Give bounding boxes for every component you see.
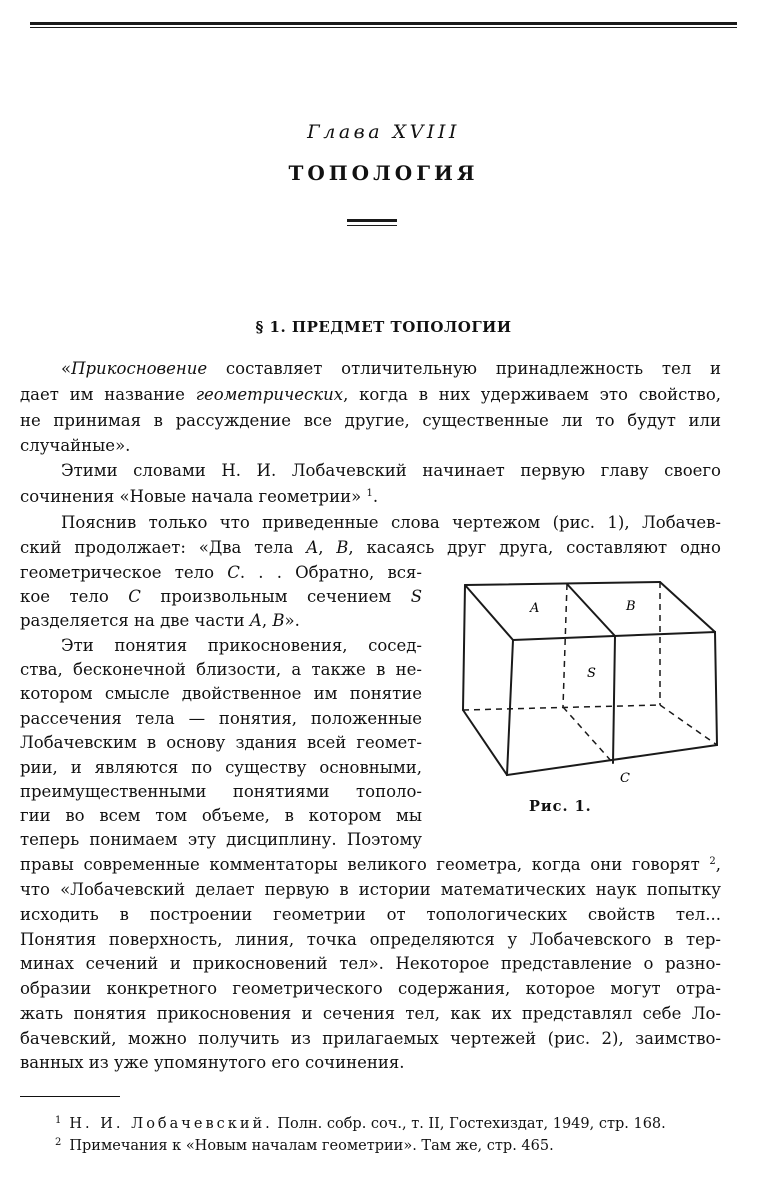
- box-top-right-edge: [660, 582, 715, 632]
- figure-label-b: B: [626, 599, 636, 614]
- body-line: «Прикосновение составляет отличительную принадлежность тел и: [61, 359, 721, 378]
- body-line: бачевский, можно получить из прилагаемых чертежей (рис. 2), заимство-: [20, 1029, 721, 1048]
- section-title: § 1. ПРЕДМЕТ ТОПОЛОГИИ: [255, 318, 512, 336]
- decorative-rule-thin: [347, 225, 397, 226]
- figure-label-a: A: [530, 601, 540, 616]
- footnote-1: $^1$ Н. И. Лобачевский. Полн. собр. соч., т. II, Гостехиздат, 1949, стр. 168.: [55, 1115, 666, 1132]
- body-line: геометрическое тело C. . . Обратно, вся-: [20, 563, 422, 582]
- term-emphasis: Прикосновение: [71, 359, 208, 378]
- body-line: исходить в построении геометрии от топологических свойств тел...: [20, 905, 721, 924]
- body-line: Лобачевским в основу здания всей геомет-: [20, 733, 422, 752]
- body-line: ванных из уже упомянутого его сочинения.: [20, 1053, 405, 1072]
- figure-1-box-diagram: [455, 570, 725, 790]
- decorative-rule: [347, 219, 397, 222]
- hidden-edge-back-vertical: [563, 584, 567, 707]
- body-line: образии конкретного геометрического содержания, которое могут отра-: [20, 979, 721, 998]
- figure-caption: Рис. 1.: [529, 798, 592, 815]
- box-bottom-left-edge: [463, 710, 507, 775]
- hidden-edge-diagonal: [660, 705, 717, 745]
- box-top-edge: [465, 585, 513, 640]
- top-rule-thin: [30, 27, 737, 28]
- term-emphasis: геометрических: [195, 385, 344, 404]
- body-line: не принимая в рассуждение все другие, существенные ли то будут или: [20, 411, 721, 430]
- body-line: Понятия поверхность, линия, точка определяются у Лобачевского в тер-: [20, 930, 721, 949]
- body-line: правы современные комментаторы великого геометра, когда они говорят $^2$,: [20, 855, 721, 874]
- body-line: случайные».: [20, 436, 131, 455]
- section-front-edge: [613, 636, 615, 763]
- section-top-edge: [567, 584, 615, 636]
- figure-label-s: S: [587, 666, 596, 681]
- body-line: гии во всем том объеме, в котором мы: [20, 806, 422, 825]
- hidden-edge-section-bottom: [563, 707, 613, 763]
- box-front-face: [507, 632, 717, 775]
- body-line: ский продолжает: «Два тела A, B, касаясь друг друга, составляют одно: [20, 538, 721, 557]
- body-line: котором смысле двойственное им понятие: [20, 684, 422, 703]
- body-line: разделяется на две части A, B».: [20, 611, 300, 630]
- box-left-edge: [463, 585, 465, 710]
- hidden-edge-back-bottom: [463, 705, 660, 710]
- chapter-label: Глава XVIII: [307, 121, 460, 143]
- chapter-title: ТОПОЛОГИЯ: [288, 161, 479, 185]
- body-line: ства, бесконечной близости, а также в не-: [20, 660, 422, 679]
- body-line: сочинения «Новые начала геометрии» $^1$.: [20, 487, 379, 506]
- body-line: что «Лобачевский делает первую в истории математических наук попытку: [20, 880, 721, 899]
- footnote-ref[interactable]: 2: [709, 856, 716, 867]
- footnote-rule: [20, 1096, 120, 1097]
- body-line: жать понятия прикосновения и сечения тел, как их представлял себе Ло-: [20, 1004, 721, 1023]
- body-line: дает им название геометрических, когда в них удерживаем это свойство,: [20, 385, 721, 404]
- body-line: рии, и являются по существу основными,: [20, 758, 422, 777]
- body-line: Пояснив только что приведенные слова чертежом (рис. 1), Лобачев-: [61, 513, 721, 532]
- body-line: Эти понятия прикосновения, сосед-: [61, 636, 422, 655]
- body-line: преимущественными понятиями тополо-: [20, 782, 422, 801]
- body-line: кое тело C произвольным сечением S: [20, 587, 422, 606]
- body-line: Этими словами Н. И. Лобачевский начинает первую главу своего: [61, 461, 721, 480]
- box-top-back-edge: [465, 582, 660, 585]
- body-line: минах сечений и прикосновений тел». Некоторое представление о разно-: [20, 954, 721, 973]
- figure-label-c: C: [620, 771, 630, 786]
- footnote-2: $^2$ Примечания к «Новым началам геометрии». Там же, стр. 465.: [55, 1137, 554, 1154]
- footnote-ref[interactable]: 1: [366, 488, 373, 499]
- top-rule: [30, 22, 737, 25]
- body-line: теперь понимаем эту дисциплину. Поэтому: [20, 830, 422, 849]
- body-line: рассечения тела — понятия, положенные: [20, 709, 422, 728]
